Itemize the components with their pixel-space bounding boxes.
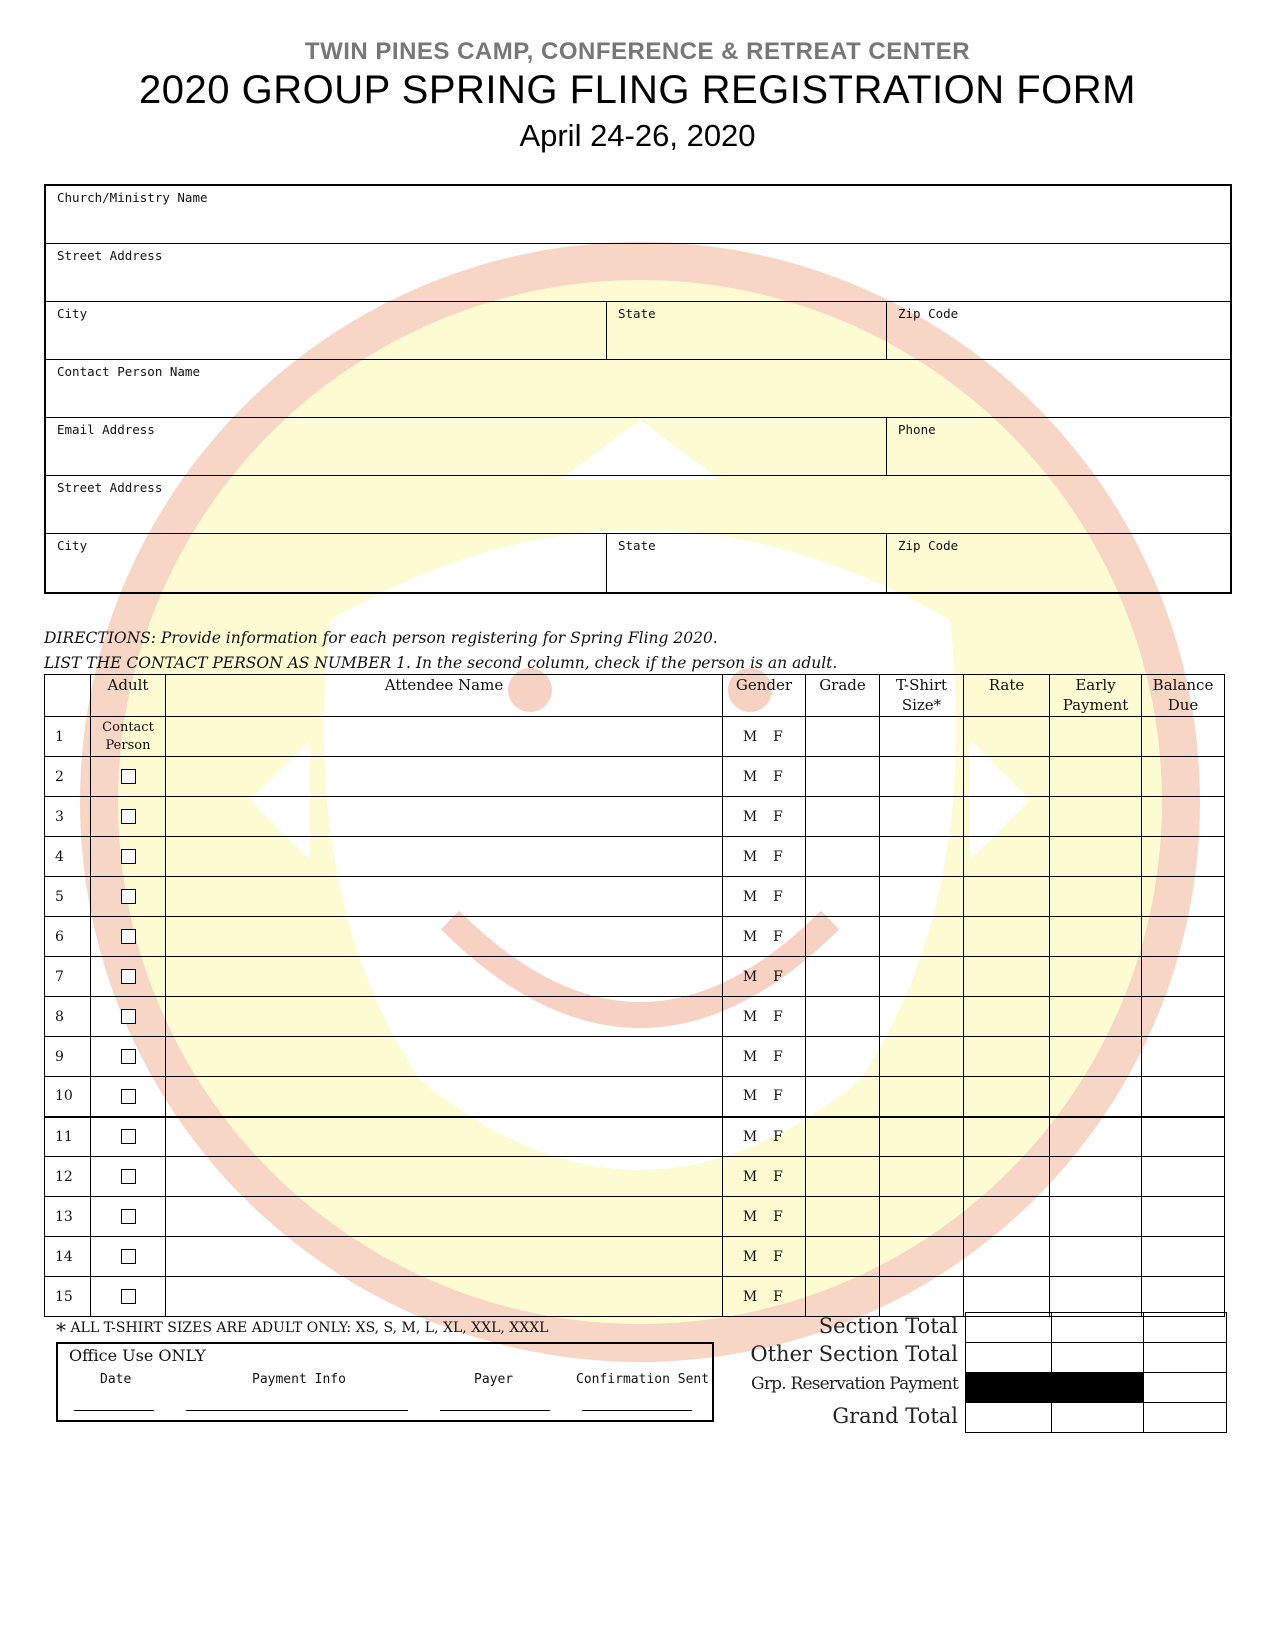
- other-section-total-balance[interactable]: [1144, 1343, 1227, 1373]
- rate-cell[interactable]: [964, 1157, 1050, 1197]
- tshirt-size-cell[interactable]: [880, 757, 964, 797]
- grade-cell[interactable]: [806, 877, 880, 917]
- church-name-field[interactable]: [46, 186, 1230, 243]
- office-confirmation-label: Confirmation Sent: [576, 1372, 710, 1387]
- header-adult: Adult: [91, 675, 166, 717]
- row-number: 12: [45, 1157, 91, 1197]
- adult-cell[interactable]: [91, 1197, 166, 1237]
- city-2-field[interactable]: [46, 534, 607, 592]
- header-attendee-name: Attendee Name: [166, 675, 723, 717]
- table-header-row: [45, 675, 1225, 717]
- table-row: [45, 1277, 1225, 1317]
- balance-due-cell[interactable]: [1142, 917, 1225, 957]
- state-field[interactable]: [607, 302, 887, 359]
- office-date-line[interactable]: [74, 1410, 154, 1411]
- gender-f[interactable]: F: [773, 728, 783, 745]
- office-date-label: Date: [100, 1372, 132, 1387]
- gender-f[interactable]: F: [773, 968, 783, 985]
- adult-cell: [91, 717, 166, 757]
- early-payment-cell[interactable]: [1050, 1077, 1142, 1117]
- early-payment-cell[interactable]: [1050, 717, 1142, 757]
- balance-due-cell[interactable]: [1142, 1037, 1225, 1077]
- other-section-total-row: [966, 1343, 1227, 1373]
- header-early-line-2: Payment: [1062, 696, 1129, 714]
- header-early-line-1: Early: [1075, 676, 1116, 694]
- early-payment-cell[interactable]: [1050, 957, 1142, 997]
- table-row: [45, 877, 1225, 917]
- table-row: [45, 997, 1225, 1037]
- street-address-label: Street Address: [57, 248, 163, 263]
- row-number: 1: [45, 717, 91, 757]
- form-title: 2020 GROUP SPRING FLING REGISTRATION FORM: [139, 68, 1136, 112]
- adult-cell[interactable]: [91, 1157, 166, 1197]
- city-2-label: City: [57, 538, 88, 553]
- adult-checkbox[interactable]: [121, 769, 136, 784]
- attendee-name-cell[interactable]: [166, 997, 723, 1037]
- grade-cell[interactable]: [806, 757, 880, 797]
- event-dates: April 24-26, 2020: [519, 118, 756, 153]
- early-payment-cell[interactable]: [1050, 1237, 1142, 1277]
- grade-cell[interactable]: [806, 1157, 880, 1197]
- row-number: 7: [45, 957, 91, 997]
- directions: [44, 626, 837, 676]
- rate-cell[interactable]: [964, 997, 1050, 1037]
- tshirt-size-cell[interactable]: [880, 717, 964, 757]
- adult-cell[interactable]: [91, 1237, 166, 1277]
- early-payment-cell[interactable]: [1050, 1197, 1142, 1237]
- phone-label: Phone: [898, 422, 936, 437]
- gender-cell[interactable]: [723, 837, 806, 877]
- table-row: [45, 1197, 1225, 1237]
- tshirt-size-cell[interactable]: [880, 877, 964, 917]
- early-payment-cell[interactable]: [1050, 797, 1142, 837]
- gender-cell[interactable]: [723, 997, 806, 1037]
- gender-cell[interactable]: [723, 1277, 806, 1317]
- row-city-2: [46, 534, 1230, 592]
- table-row: [45, 1157, 1225, 1197]
- gender-f[interactable]: F: [773, 1168, 783, 1185]
- header-tshirt-size: [880, 675, 964, 717]
- balance-due-cell[interactable]: [1142, 1197, 1225, 1237]
- rate-cell[interactable]: [964, 1277, 1050, 1317]
- header-balance-line-2: Due: [1167, 696, 1199, 714]
- office-payment-info-label: Payment Info: [252, 1372, 346, 1387]
- gender-f[interactable]: F: [773, 1288, 783, 1305]
- grp-reservation-payment-row: [966, 1373, 1227, 1403]
- table-row: [45, 1077, 1225, 1117]
- zip-code-2-label: Zip Code: [898, 538, 959, 553]
- table-row: [45, 1037, 1225, 1077]
- gender-m[interactable]: M: [742, 1128, 758, 1145]
- gender-m[interactable]: M: [742, 768, 758, 785]
- grade-cell[interactable]: [806, 1117, 880, 1157]
- directions-line-2: LIST THE CONTACT PERSON AS NUMBER 1. In the second column, check if the person is an adult.: [44, 654, 838, 672]
- tshirt-size-cell[interactable]: [880, 1077, 964, 1117]
- grade-cell[interactable]: [806, 917, 880, 957]
- balance-due-cell[interactable]: [1142, 1117, 1225, 1157]
- gender-f[interactable]: F: [773, 1088, 783, 1105]
- rate-cell[interactable]: [964, 837, 1050, 877]
- email-address-label: Email Address: [57, 422, 155, 437]
- directions-label: DIRECTIONS:: [44, 629, 156, 647]
- attendee-name-cell[interactable]: [166, 1237, 723, 1277]
- gender-cell[interactable]: [723, 877, 806, 917]
- row-number: 13: [45, 1197, 91, 1237]
- adult-cell[interactable]: [91, 757, 166, 797]
- early-payment-cell[interactable]: [1050, 997, 1142, 1037]
- attendee-name-cell[interactable]: [166, 837, 723, 877]
- header-tshirt-line-1: T-Shirt: [895, 676, 948, 694]
- grade-cell[interactable]: [806, 1037, 880, 1077]
- row-contact-name: [46, 360, 1230, 418]
- adult-checkbox[interactable]: [121, 929, 136, 944]
- attendee-name-cell[interactable]: [166, 1037, 723, 1077]
- row-number: 6: [45, 917, 91, 957]
- attendee-name-cell[interactable]: [166, 717, 723, 757]
- grade-cell[interactable]: [806, 1237, 880, 1277]
- tshirt-size-cell[interactable]: [880, 917, 964, 957]
- office-payer-line[interactable]: [440, 1410, 550, 1411]
- city-field[interactable]: [46, 302, 607, 359]
- adult-cell[interactable]: [91, 1277, 166, 1317]
- grp-reservation-payment-label: Grp. Reservation Payment: [751, 1374, 958, 1394]
- contact-person-line-1: Contact: [102, 719, 154, 735]
- tshirt-size-cell[interactable]: [880, 1277, 964, 1317]
- gender-m[interactable]: M: [742, 1248, 758, 1265]
- adult-cell[interactable]: [91, 1077, 166, 1117]
- rate-cell[interactable]: [964, 917, 1050, 957]
- attendee-name-cell[interactable]: [166, 1277, 723, 1317]
- gender-m[interactable]: M: [742, 888, 758, 905]
- adult-checkbox[interactable]: [121, 849, 136, 864]
- tshirt-size-cell[interactable]: [880, 797, 964, 837]
- gender-cell[interactable]: [723, 1197, 806, 1237]
- header-rate: Rate: [964, 675, 1050, 717]
- row-number: 4: [45, 837, 91, 877]
- adult-checkbox[interactable]: [121, 1049, 136, 1064]
- state-label: State: [618, 306, 656, 321]
- gender-m[interactable]: M: [742, 928, 758, 945]
- gender-f[interactable]: F: [773, 808, 783, 825]
- attendee-name-cell[interactable]: [166, 957, 723, 997]
- other-section-total-early[interactable]: [1052, 1343, 1144, 1373]
- gender-m[interactable]: M: [742, 1088, 758, 1105]
- contact-person-name-field[interactable]: [46, 360, 1230, 417]
- grp-reservation-payment-balance[interactable]: [1144, 1373, 1227, 1403]
- balance-due-cell[interactable]: [1142, 997, 1225, 1037]
- gender-m[interactable]: M: [742, 808, 758, 825]
- adult-checkbox[interactable]: [121, 809, 136, 824]
- balance-due-cell[interactable]: [1142, 877, 1225, 917]
- grade-cell[interactable]: [806, 1197, 880, 1237]
- grand-total-row: [966, 1403, 1227, 1433]
- early-payment-cell[interactable]: [1050, 837, 1142, 877]
- rate-cell[interactable]: [964, 757, 1050, 797]
- adult-cell[interactable]: [91, 1117, 166, 1157]
- tshirt-size-cell[interactable]: [880, 957, 964, 997]
- office-payment-info-line[interactable]: [186, 1410, 408, 1411]
- gender-m[interactable]: M: [742, 1208, 758, 1225]
- row-number: 9: [45, 1037, 91, 1077]
- rate-cell[interactable]: [964, 797, 1050, 837]
- contact-info-box: [44, 184, 1232, 594]
- early-payment-cell[interactable]: [1050, 1277, 1142, 1317]
- row-number: 11: [45, 1117, 91, 1157]
- rate-cell[interactable]: [964, 1197, 1050, 1237]
- row-city-1: [46, 302, 1230, 360]
- adult-checkbox[interactable]: [121, 1169, 136, 1184]
- gender-f[interactable]: F: [773, 888, 783, 905]
- attendee-name-cell[interactable]: [166, 1157, 723, 1197]
- balance-due-cell[interactable]: [1142, 717, 1225, 757]
- tshirt-size-cell[interactable]: [880, 1117, 964, 1157]
- org-name: TWIN PINES CAMP, CONFERENCE & RETREAT CENTER: [304, 38, 971, 65]
- grp-reservation-blocked-rate: [966, 1373, 1052, 1403]
- early-payment-cell[interactable]: [1050, 1117, 1142, 1157]
- row-number: 5: [45, 877, 91, 917]
- adult-cell[interactable]: [91, 797, 166, 837]
- grade-cell[interactable]: [806, 1277, 880, 1317]
- grade-cell[interactable]: [806, 997, 880, 1037]
- balance-due-cell[interactable]: [1142, 957, 1225, 997]
- row-number: 14: [45, 1237, 91, 1277]
- section-total-row: [966, 1313, 1227, 1343]
- tshirt-size-cell[interactable]: [880, 1237, 964, 1277]
- adult-checkbox[interactable]: [121, 1289, 136, 1304]
- gender-f[interactable]: F: [773, 1128, 783, 1145]
- tshirt-note-text: ALL T-SHIRT SIZES ARE ADULT ONLY: XS, S, M, L, XL, XXL, XXXL: [66, 1320, 549, 1336]
- adult-cell[interactable]: [91, 837, 166, 877]
- office-confirmation-line[interactable]: [582, 1410, 692, 1411]
- attendee-name-cell[interactable]: [166, 797, 723, 837]
- grade-cell[interactable]: [806, 797, 880, 837]
- gender-f[interactable]: F: [773, 1008, 783, 1025]
- grand-total-early[interactable]: [1052, 1403, 1144, 1433]
- balance-due-cell[interactable]: [1142, 757, 1225, 797]
- tshirt-note-asterisk: *: [56, 1318, 66, 1342]
- rate-cell[interactable]: [964, 717, 1050, 757]
- gender-cell[interactable]: [723, 1157, 806, 1197]
- gender-f[interactable]: F: [773, 1248, 783, 1265]
- row-email: [46, 418, 1230, 476]
- grade-cell[interactable]: [806, 837, 880, 877]
- balance-due-cell[interactable]: [1142, 1157, 1225, 1197]
- rate-cell[interactable]: [964, 1037, 1050, 1077]
- tshirt-size-cell[interactable]: [880, 837, 964, 877]
- table-row: [45, 837, 1225, 877]
- row-street-1: [46, 244, 1230, 302]
- other-section-total-rate[interactable]: [966, 1343, 1052, 1373]
- section-total-rate[interactable]: [966, 1313, 1052, 1343]
- grade-cell[interactable]: [806, 717, 880, 757]
- state-2-field[interactable]: [607, 534, 887, 592]
- early-payment-cell[interactable]: [1050, 917, 1142, 957]
- early-payment-cell[interactable]: [1050, 1157, 1142, 1197]
- row-number: 3: [45, 797, 91, 837]
- grand-total-label: Grand Total: [832, 1404, 958, 1428]
- tshirt-size-cell[interactable]: [880, 1197, 964, 1237]
- adult-cell[interactable]: [91, 997, 166, 1037]
- gender-cell[interactable]: [723, 1077, 806, 1117]
- other-section-total-label: Other Section Total: [750, 1342, 958, 1366]
- row-number: 8: [45, 997, 91, 1037]
- office-use-title: Office Use ONLY: [69, 1346, 206, 1365]
- gender-m[interactable]: M: [742, 1008, 758, 1025]
- row-number: 2: [45, 757, 91, 797]
- email-address-field[interactable]: [46, 418, 887, 475]
- balance-due-cell[interactable]: [1142, 1237, 1225, 1277]
- gender-f[interactable]: F: [773, 1208, 783, 1225]
- header-balance-line-1: Balance: [1152, 676, 1214, 694]
- city-label: City: [57, 306, 88, 321]
- gender-m[interactable]: M: [742, 728, 758, 745]
- tshirt-size-cell[interactable]: [880, 997, 964, 1037]
- early-payment-cell[interactable]: [1050, 757, 1142, 797]
- header-early-payment: [1050, 675, 1142, 717]
- gender-cell[interactable]: [723, 957, 806, 997]
- attendee-name-cell[interactable]: [166, 1117, 723, 1157]
- gender-m[interactable]: M: [742, 968, 758, 985]
- table-row: [45, 917, 1225, 957]
- row-number: 10: [45, 1077, 91, 1117]
- gender-m[interactable]: M: [742, 1048, 758, 1065]
- tshirt-size-cell[interactable]: [880, 1037, 964, 1077]
- tshirt-size-cell[interactable]: [880, 1157, 964, 1197]
- adult-cell[interactable]: [91, 877, 166, 917]
- rate-cell[interactable]: [964, 1077, 1050, 1117]
- attendee-name-cell[interactable]: [166, 1077, 723, 1117]
- gender-cell[interactable]: [723, 1237, 806, 1277]
- gender-cell[interactable]: [723, 1117, 806, 1157]
- contact-person-line-2: Person: [105, 737, 151, 753]
- office-use-box: [56, 1342, 714, 1422]
- header-number: [45, 675, 91, 717]
- adult-cell[interactable]: [91, 1037, 166, 1077]
- directions-text: Provide information for each person registering for Spring Fling 2020.: [155, 629, 718, 647]
- row-church: [46, 186, 1230, 244]
- row-number: 15: [45, 1277, 91, 1317]
- totals-table: [965, 1312, 1227, 1433]
- adult-checkbox[interactable]: [121, 889, 136, 904]
- attendee-name-cell[interactable]: [166, 757, 723, 797]
- gender-m[interactable]: M: [742, 1288, 758, 1305]
- balance-due-cell[interactable]: [1142, 1277, 1225, 1317]
- street-address-2-label: Street Address: [57, 480, 163, 495]
- street-address-2-field[interactable]: [46, 476, 1230, 533]
- office-payer-label: Payer: [474, 1372, 514, 1387]
- street-address-field[interactable]: [46, 244, 1230, 301]
- section-total-label: Section Total: [818, 1314, 958, 1338]
- adult-checkbox[interactable]: [121, 1249, 136, 1264]
- directions-line-1: [44, 626, 837, 651]
- adult-checkbox[interactable]: [121, 1209, 136, 1224]
- header-gender: Gender: [723, 675, 806, 717]
- header-tshirt-line-2: Size*: [901, 696, 942, 714]
- gender-f[interactable]: F: [773, 1048, 783, 1065]
- header-grade: Grade: [806, 675, 880, 717]
- adult-checkbox[interactable]: [121, 1089, 136, 1104]
- rate-cell[interactable]: [964, 1117, 1050, 1157]
- gender-cell[interactable]: [723, 1037, 806, 1077]
- gender-cell[interactable]: [723, 797, 806, 837]
- adult-cell[interactable]: [91, 957, 166, 997]
- section-total-balance[interactable]: [1144, 1313, 1227, 1343]
- grade-cell[interactable]: [806, 1077, 880, 1117]
- zip-code-label: Zip Code: [898, 306, 959, 321]
- attendee-name-cell[interactable]: [166, 877, 723, 917]
- gender-f[interactable]: F: [773, 928, 783, 945]
- balance-due-cell[interactable]: [1142, 837, 1225, 877]
- adult-checkbox[interactable]: [121, 969, 136, 984]
- section-total-early[interactable]: [1052, 1313, 1144, 1343]
- attendee-table: [44, 674, 1225, 1317]
- rate-cell[interactable]: [964, 957, 1050, 997]
- state-2-label: State: [618, 538, 656, 553]
- gender-cell[interactable]: [723, 917, 806, 957]
- gender-f[interactable]: F: [773, 768, 783, 785]
- gender-f[interactable]: F: [773, 848, 783, 865]
- gender-cell[interactable]: [723, 717, 806, 757]
- grade-cell[interactable]: [806, 957, 880, 997]
- header-balance-due: [1142, 675, 1225, 717]
- adult-cell[interactable]: [91, 917, 166, 957]
- table-row: [45, 757, 1225, 797]
- tshirt-size-note: [56, 1318, 548, 1342]
- contact-person-name-label: Contact Person Name: [57, 364, 200, 379]
- adult-checkbox[interactable]: [121, 1009, 136, 1024]
- zip-code-field[interactable]: [887, 302, 1230, 359]
- gender-m[interactable]: M: [742, 1168, 758, 1185]
- table-row: [45, 717, 1225, 757]
- row-street-2: [46, 476, 1230, 534]
- table-row: [45, 1237, 1225, 1277]
- gender-cell[interactable]: [723, 757, 806, 797]
- grp-reservation-blocked-early: [1052, 1373, 1144, 1403]
- grand-total-balance[interactable]: [1144, 1403, 1227, 1433]
- zip-code-2-field[interactable]: [887, 534, 1230, 592]
- table-row: [45, 797, 1225, 837]
- balance-due-cell[interactable]: [1142, 1077, 1225, 1117]
- gender-m[interactable]: M: [742, 848, 758, 865]
- table-row: [45, 1117, 1225, 1157]
- grand-total-rate[interactable]: [966, 1403, 1052, 1433]
- balance-due-cell[interactable]: [1142, 797, 1225, 837]
- phone-field[interactable]: [887, 418, 1230, 475]
- early-payment-cell[interactable]: [1050, 877, 1142, 917]
- rate-cell[interactable]: [964, 1237, 1050, 1277]
- early-payment-cell[interactable]: [1050, 1037, 1142, 1077]
- adult-checkbox[interactable]: [121, 1129, 136, 1144]
- attendee-name-cell[interactable]: [166, 1197, 723, 1237]
- table-row: [45, 957, 1225, 997]
- attendee-name-cell[interactable]: [166, 917, 723, 957]
- church-name-label: Church/Ministry Name: [57, 190, 208, 205]
- rate-cell[interactable]: [964, 877, 1050, 917]
